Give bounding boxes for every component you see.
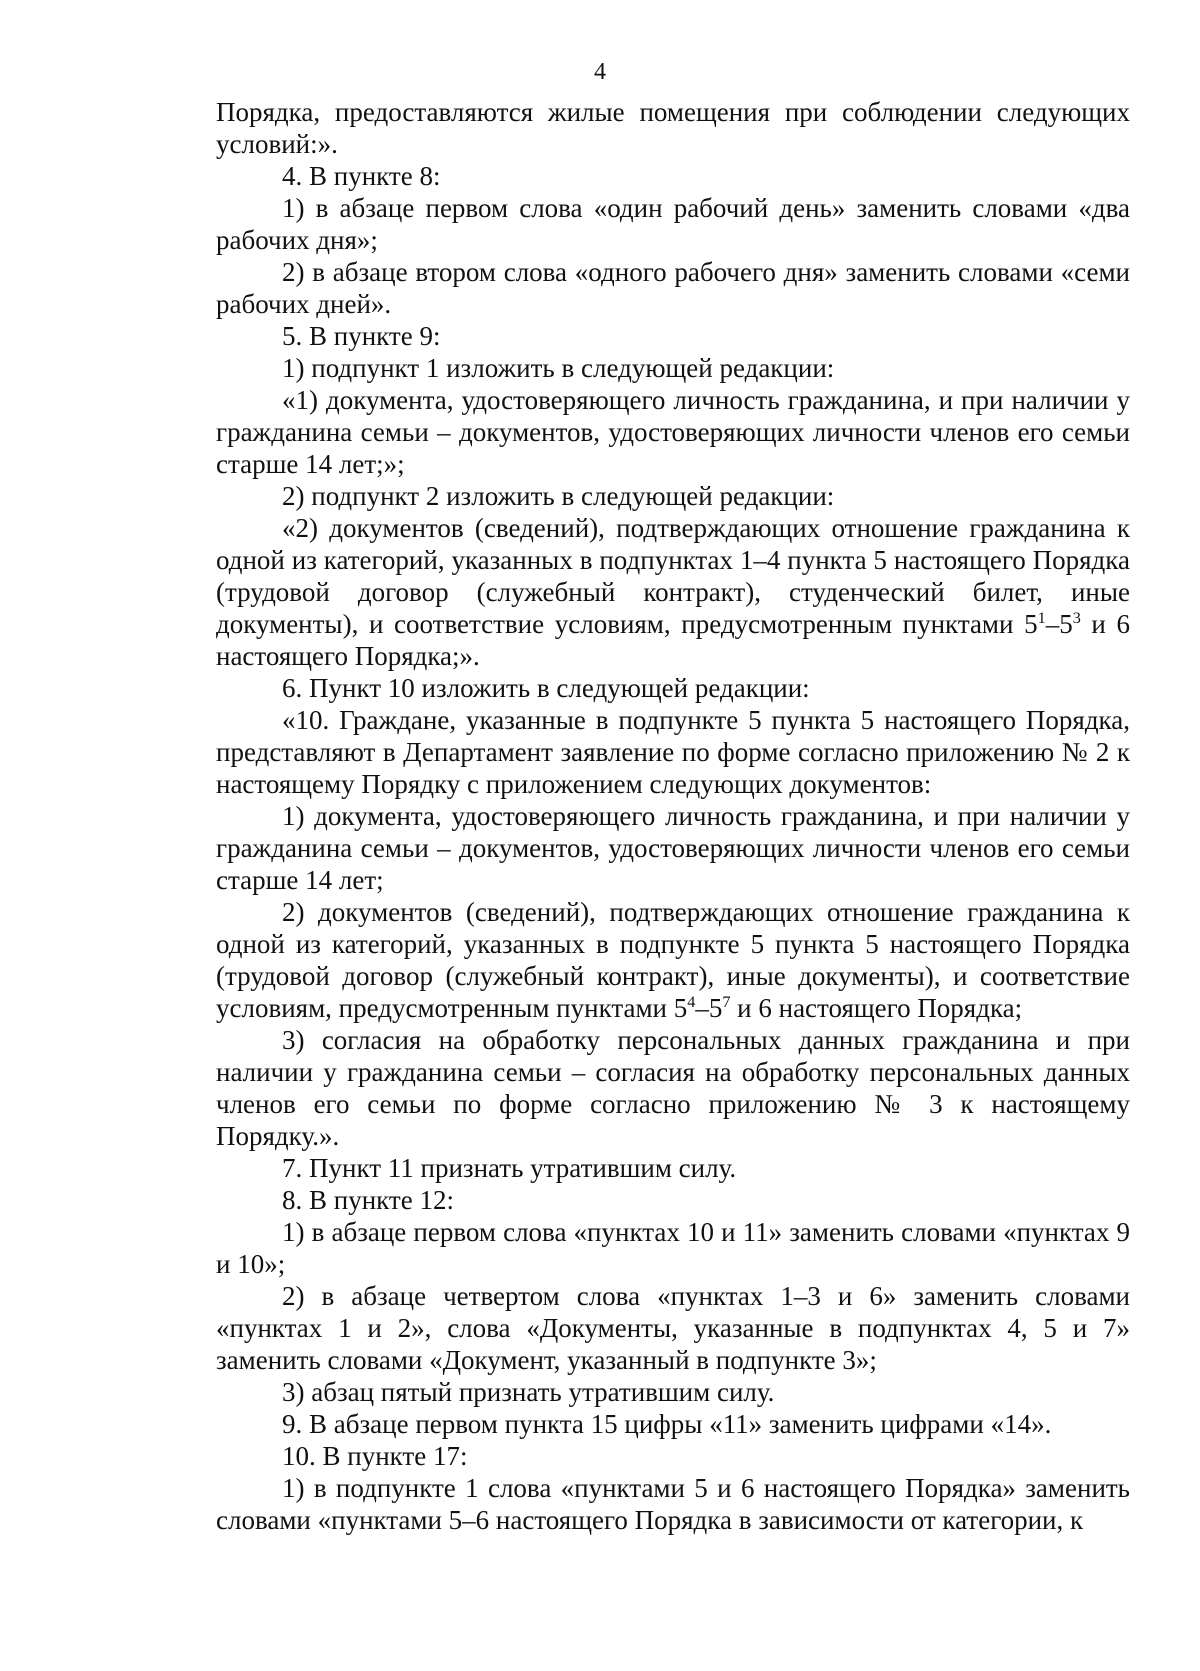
item-10-heading: 10. В пункте 17:: [282, 1441, 468, 1471]
item-6-sub-1: 1) документа, удостоверяющего личность гражданина, и при наличии у гражданина семьи – документов, удостоверяющих личности членов его семьи старше 14 лет;: [216, 801, 1130, 895]
item-5-sub-1: 1) подпункт 1 изложить в следующей редакции:: [282, 353, 835, 383]
text-segment: «2) документов (сведений), подтверждающих отношение гражданина к одной из категорий, указанных в подпунктах 1–4 пункта 5 настоящего Порядка (трудовой договор (служебный контракт), студенческий билет, иные документы), и соответствие условиям, предусмотренным пунктами 5: [216, 513, 1130, 639]
item-4-heading: 4. В пункте 8:: [282, 161, 441, 191]
item-6-heading: 6. Пункт 10 изложить в следующей редакции:: [282, 673, 810, 703]
item-8-sub-1: 1) в абзаце первом слова «пунктах 10 и 11» заменить словами «пунктах 9 и 10»;: [216, 1217, 1130, 1279]
item-9: 9. В абзаце первом пункта 15 цифры «11» заменить цифрами «14».: [282, 1409, 1052, 1439]
item-5-sub-2-text: [216, 512, 1130, 672]
item-6-sub-3: 3) согласия на обработку персональных данных гражданина и при наличии у гражданина семьи – согласия на обработку персональных данных членов его семьи по форме согласно приложению № 3 к настоящему Порядку.».: [216, 1025, 1130, 1151]
item-4-sub-1: 1) в абзаце первом слова «один рабочий день» заменить словами «два рабочих дня»;: [216, 193, 1130, 255]
superscript: 3: [1072, 609, 1081, 627]
item-8-heading: 8. В пункте 12:: [282, 1185, 454, 1215]
item-6-sub-2: [216, 896, 1130, 1024]
item-8-sub-3: 3) абзац пятый признать утратившим силу.: [282, 1377, 775, 1407]
page-number: 4: [594, 59, 606, 85]
text-segment: 2) документов (сведений), подтверждающих отношение гражданина к одной из категорий, указанных в подпункте 5 пункта 5 настоящего Порядка (трудовой договор (служебный контракт), иные документы), и соответствие условиям, предусмотренным пунктами 5: [216, 897, 1130, 1023]
superscript: 7: [722, 993, 731, 1011]
item-4-sub-2: 2) в абзаце втором слова «одного рабочего дня» заменить словами «семи рабочих дней».: [216, 257, 1130, 319]
superscript: 4: [687, 993, 696, 1011]
item-7: 7. Пункт 11 признать утратившим силу.: [282, 1153, 737, 1183]
text-segment: и 6 настоящего Порядка;».: [216, 609, 1130, 671]
item-10-sub-1: 1) в подпункте 1 слова «пунктами 5 и 6 настоящего Порядка» заменить словами «пунктами 5–6 настоящего Порядка в зависимости от категории, к: [216, 1473, 1130, 1535]
text-segment: –5: [1045, 609, 1073, 639]
item-6-text: «10. Граждане, указанные в подпункте 5 пункта 5 настоящего Порядка, представляют в Департамент заявление по форме согласно приложению № 2 к настоящему Порядку с приложением следующих документов:: [216, 705, 1130, 799]
item-5-heading: 5. В пункте 9:: [282, 321, 441, 351]
text-segment: и 6 настоящего Порядка;: [730, 993, 1023, 1023]
item-5-sub-1-text: «1) документа, удостоверяющего личность гражданина, и при наличии у гражданина семьи – документов, удостоверяющих личности членов его семьи старше 14 лет;»;: [216, 385, 1130, 479]
text-segment: –5: [695, 993, 723, 1023]
item-8-sub-2: 2) в абзаце четвертом слова «пунктах 1–3 и 6» заменить словами «пунктах 1 и 2», слова «Документы, указанные в подпунктах 4, 5 и 7» заменить словами «Документ, указанный в подпункте 3»;: [216, 1281, 1130, 1375]
document-body: [216, 96, 1130, 1536]
superscript: 1: [1037, 609, 1046, 627]
item-5-sub-2: 2) подпункт 2 изложить в следующей редакции:: [282, 481, 835, 511]
paragraph-continuation: Порядка, предоставляются жилые помещения при соблюдении следующих условий:».: [216, 97, 1130, 159]
